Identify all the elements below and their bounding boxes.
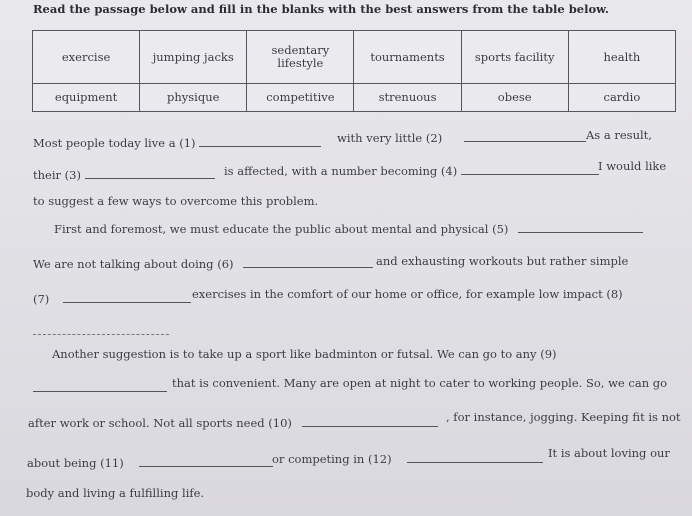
passage-line-11b xyxy=(272,452,543,466)
word-cell: cardio xyxy=(568,84,675,112)
blank-2[interactable] xyxy=(464,131,586,142)
passage-text: I would like xyxy=(598,159,667,173)
word-cell: exercise xyxy=(33,31,140,84)
passage-line-11 xyxy=(27,456,273,470)
word-cell: health xyxy=(568,31,675,84)
word-cell: strenuous xyxy=(354,84,461,112)
passage-line-2 xyxy=(33,168,215,182)
passage-text: First and foremost, we must educate the public about mental and physical (5) xyxy=(54,222,509,236)
word-cell: physique xyxy=(140,84,247,112)
blank-3[interactable] xyxy=(85,168,215,179)
passage-text: (7) xyxy=(33,292,50,306)
passage-text: , for instance, jogging. Keeping fit is not xyxy=(446,410,681,424)
word-cell: tournaments xyxy=(354,31,461,84)
passage-line-1 xyxy=(33,136,321,150)
blank-4[interactable] xyxy=(461,164,599,175)
blank-8[interactable] xyxy=(33,334,169,335)
passage-text: or competing in (12) xyxy=(272,452,392,466)
word-cell: equipment xyxy=(33,84,140,112)
passage-line-9 xyxy=(33,381,171,395)
passage-text: is affected, with a number becoming (4) xyxy=(224,164,458,178)
passage-line-10 xyxy=(28,416,438,430)
passage-text: It is about loving our xyxy=(548,446,670,460)
passage-line-2b xyxy=(224,164,599,178)
passage-text: We are not talking about doing (6) xyxy=(33,257,234,271)
passage-text: their (3) xyxy=(33,168,81,182)
passage-text: to suggest a few ways to overcome this problem. xyxy=(33,194,319,208)
blank-11[interactable] xyxy=(139,456,273,467)
passage-line-6 xyxy=(33,292,191,306)
passage-line-4 xyxy=(54,222,643,236)
blank-6[interactable] xyxy=(243,257,373,268)
word-bank-row-1 xyxy=(33,31,676,84)
blank-10[interactable] xyxy=(302,416,438,427)
word-cell: sports facility xyxy=(461,31,568,84)
blank-12[interactable] xyxy=(407,452,543,463)
word-bank-row-2 xyxy=(33,84,676,112)
passage-line-1b xyxy=(337,131,586,145)
passage-text: body and living a fulfilling life. xyxy=(26,486,205,500)
blank-5[interactable] xyxy=(518,222,643,233)
instruction-text: Read the passage below and fill in the blanks with the best answers from the table below. xyxy=(33,2,609,16)
blank-9[interactable] xyxy=(33,381,167,392)
blank-7[interactable] xyxy=(63,292,191,303)
word-cell: jumping jacks xyxy=(140,31,247,84)
word-cell: sedentary lifestyle xyxy=(247,31,354,84)
passage-text: As a result, xyxy=(586,128,652,142)
passage-text: with very little (2) xyxy=(337,131,443,145)
passage-line-5 xyxy=(33,257,373,271)
word-cell: obese xyxy=(461,84,568,112)
word-bank-table xyxy=(32,30,676,112)
passage-text: after work or school. Not all sports need (10) xyxy=(28,416,292,430)
passage-text: about being (11) xyxy=(27,456,124,470)
passage-text: and exhausting workouts but rather simple xyxy=(376,254,629,268)
blank-1[interactable] xyxy=(199,136,321,147)
passage-text: exercises in the comfort of our home or office, for example low impact (8) xyxy=(192,287,623,301)
passage-text: that is convenient. Many are open at night to cater to working people. So, we can go xyxy=(172,376,668,390)
word-cell: competitive xyxy=(247,84,354,112)
passage-text: Another suggestion is to take up a sport like badminton or futsal. We can go to any (9) xyxy=(52,347,557,361)
passage-text: Most people today live a (1) xyxy=(33,136,196,150)
